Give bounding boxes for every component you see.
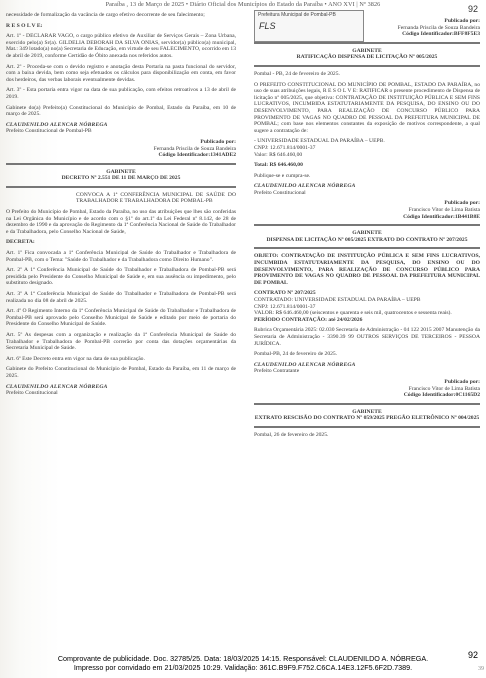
total-value: Total: R$ 646.460,00 — [254, 162, 303, 169]
signature-name: CLAUDENILDO ALENCAR NÓBREGA — [254, 183, 356, 190]
date-line: Pombal-PB, 24 de fevereiro de 2025. — [254, 351, 338, 358]
gabinete-date: Gabinete do Prefeito Constitucional do Município de Pombal, Estado da Paraíba, em 11 de março de 2025. — [6, 366, 236, 379]
ratification-title: RATIFICAÇÃO DISPENSA DE LICITAÇÃO Nº 005/2025 — [296, 54, 438, 61]
identifier-code: Código Identificador:1341ADE2 — [158, 152, 236, 159]
published-by-name: Fernanda Priscila de Souza Bandeira — [397, 24, 480, 31]
published-by-label: Publicado por: — [444, 200, 480, 207]
publish-note: Publique-se e cumpra-se. — [254, 172, 311, 179]
published-by-label: Publicado por: — [444, 18, 480, 24]
signature-role: Prefeito Constitucional de Pombal-PB — [6, 128, 92, 135]
publication-footer — [0, 650, 486, 678]
section-title: GABINETE — [352, 408, 382, 415]
decree-preamble: O Prefeito do Município de Pombal, Estado da Paraíba, no uso das atribuições que lhes são conferidas na Lei Orgânica do Município e de acordo com o §1º do art.1º da Lei Federal nº 8.142, de 28 de dezembro de 1990 e da aprovação do Regimento da 1ª Conferência Nacional de Saúde do Trabalhador e da Trabalhadora, pelo Conselho Nacional de Saúde, — [6, 209, 236, 235]
contract-period: PERÍODO CONTRATAÇÃO: até 24/02/2026 — [254, 316, 363, 323]
article-1: Art. 1º - DECLARAR VAGO, o cargo público efetivo de Auxiliar de Serviços Gerais – Zona Urbana, exercido pelo(a) Sr(a). GILDELIA DEBORAH DA SILVA ONIAS, servidor(a) público(a) municipal, Mat.: 349 lotado(a) no(a) Secretaria de Educação, em virtude de seu FALECIMENTO, ocorrido em 13 de abril de 2019, conforme Certidão de Óbito anexada nos referidos autos. — [6, 33, 236, 59]
paragraph: necessidade de formalização da vacância de cargo efetivo decorrente de seu falecimento; — [6, 12, 205, 18]
resolve-heading: R E S O L V E: — [6, 22, 43, 29]
section-divider — [254, 247, 480, 249]
decree-article-2: Art. 2º A 1ª Conferência Municipal de Saúde do Trabalhador e Trabalhadora de Pombal-PB será presidida pelo Presidente do Conselho Municipal de Saúde e, em sua ausência ou impedimento, pelo substituto designado. — [6, 267, 236, 287]
published-by-name: Francisco Vitor de Lima Batista — [408, 385, 480, 392]
rescission-title: EXTRATO RESCISÃO DO CONTRATO Nº 059/2025 PREGÃO ELETRÔNICO Nº 004/2025 — [254, 415, 480, 422]
entity-name: - UNIVERSIDADE ESTADUAL DA PARAÍBA – UEPB. — [254, 138, 385, 145]
decree-summary: CONVOCA A 1ª CONFERÊNCIA MUNICIPAL DE SAÚDE DO TRABALHADOR E TRABALHADORA DE POMBAL-PB — [76, 191, 236, 205]
identifier-code: Código Identificador:0C1165D2 — [403, 392, 480, 399]
contracted-cnpj: CNPJ: 12.671.814/0001-37 — [254, 303, 316, 310]
decree-article-5: Art. 5º As despesas com a organização e realização da 1ª Conferência Municipal de Saúde do Trabalhador e Trabalhadora de Pombal-PB correrão por conta das dotações orçamentárias da Secretaria Municipal de Saúde. — [6, 331, 236, 352]
decree-article-3: Art. 3º A 1ª Conferência Municipal de Saúde do Trabalhador e Trabalhadora de Pombal-PB será realizada no dia 08 de abril de 2025. — [6, 291, 236, 304]
signature-name: CLAUDENILDO ALENCAR NÓBREGA — [6, 121, 108, 128]
footer-line-1: Comprovante de publicidade. Doc. 32785/25. Data: 18/03/2025 14:15. Responsável: CLAUDENILDO A. NÓBREGA. — [57, 654, 429, 663]
identifier-code: Código Identificador:BFF8F5E3 — [402, 31, 480, 38]
right-column — [254, 12, 480, 443]
section-divider — [254, 403, 480, 405]
stamp-body: FLS — [259, 21, 276, 31]
date-line: Pombal, 26 de fevereiro de 2025. — [254, 431, 329, 438]
signature-name: CLAUDENILDO ALENCAR NÓBREGA — [6, 383, 108, 390]
decree-title: DECRETO Nº 2.551 DE 11 DE MARÇO DE 2025 — [61, 175, 181, 182]
contracted-party: CONTRATADO: UNIVERSIDADE ESTADUAL DA PARAÍBA – UEPB — [254, 297, 421, 303]
signature-role: Prefeito Contratante — [254, 368, 300, 375]
signature-role: Prefeito Constitucional — [254, 189, 306, 196]
entity-value: Valor: R$ 646.460,00 — [254, 151, 303, 158]
published-by-label: Publicado por: — [444, 378, 480, 385]
published-by-label: Publicado por: — [200, 138, 236, 145]
section-divider — [254, 42, 480, 44]
decree-article-1: Art. 1º Fica convocada a 1ª Conferência Municipal de Saúde do Trabalhador e Trabalhadora de Pombal-PB, com o Tema: "Saúde do Trabalhador e da Trabalhadora como Direito Humano". — [6, 250, 236, 263]
contract-number: CONTRATO Nº 207/2025 — [254, 290, 316, 297]
section-divider — [254, 224, 480, 226]
signature-name: CLAUDENILDO ALENCAR NÓBREGA — [254, 361, 356, 368]
footer-line-2: Impresso por convidado em 21/03/2025 10:29. Validação: 361C.B9F9.F752.C6CA.14E3.12F5.6F2D.7389. — [73, 663, 413, 672]
left-column — [6, 12, 236, 401]
journal-header: Paraíba , 13 de Março de 2025 • Diário Oficial dos Municípios do Estado da Paraíba • ANO XVI | Nº 3826 — [105, 1, 381, 8]
contract-object: OBJETO: CONTRATAÇÃO DE INSTITUIÇÃO PÚBLICA E SEM FINS LUCRATIVOS, INCUMBIDA ESTATUTARIAMENTE DA PESQUISA, DO ENSINO OU DO DESENVOLVIMENTO, PARA REALIZAÇÃO DE CONCURSO PÚBLICO PARA PROVIMENTO DE VAGAS NO QUADRO DE PESSOAL DA PREFEITURA MUNICIPAL DE POMBAL — [254, 253, 480, 286]
published-by-name: Francisco Vitor de Lima Batista — [408, 207, 480, 214]
section-title: GABINETE — [352, 230, 382, 237]
contract-value: VALOR: R$ 646.460,00 (seiscentos e quarenta e seis mil, quatrocentos e sessenta reais). — [254, 310, 452, 317]
faded-page-number: 39 — [478, 666, 484, 672]
section-title: GABINETE — [352, 47, 382, 54]
article-2: Art. 2º - Proceda-se com o devido registro e anotação desta Portaria na pasta funcional do servidor, com a baixa devida, bem como seja efetuados os cálculos para disponibilização em conta, em favor dos herdeiros, das verbas laborais eventualmente devidas. — [6, 63, 236, 83]
article-3: Art. 3º - Esta portaria entra vigor na data de sua publicação, com efeitos retroativos a 13 de abril de 2019. — [6, 87, 236, 100]
gabinete-date: Gabinete do(a) Prefeito(a) Constitucional do Município de Pombal, Estado da Paraíba, em 10 de março de 2025. — [6, 104, 236, 118]
decreta-heading: DECRETA: — [6, 239, 35, 246]
published-by-name: Fernanda Priscila de Souza Bandeira — [153, 145, 236, 152]
section-divider — [254, 426, 480, 428]
entity-cnpj: CNPJ: 12.671.814/0001-37 — [254, 144, 316, 151]
page-number-top: 92 — [467, 4, 478, 14]
page-number-bottom: 92 — [467, 650, 478, 660]
section-title: GABINETE — [106, 168, 136, 175]
ratification-body: O PREFEITO CONSTITUCIONAL DO MUNICÍPIO DE POMBAL, ESTADO DA PARAÍBA, no uso de suas atribuições legais, R E S O L V E: RATIFICAR o presente procedimento de Dispensa de licitação nº 005/2025, que objetiva: CONTRATAÇÃO DE INSTITUIÇÃO PÚBLICA E SEM FINS LUCRATIVOS, INCUMBIDA ESTATUTARIAMENTE DA PESQUISA, DO ENSINO OU DO DESENVOLVIMENTO, PARA REALIZAÇÃO DE CONCURSO PÚBLICO PARA PROVIMENTO DE VAGAS NO QUADRO DE PESSOAL DA PREFEITURA MUNICIPAL DE POMBAL; com base nos elementos constantes da exposição de motivos correspondente, a qual sugere a contratação de: — [254, 81, 480, 134]
date-line: Pombal - PB, 24 de fevereiro de 2025. — [254, 70, 340, 77]
signature-role: Prefeito Constitucional — [6, 390, 58, 397]
section-divider — [6, 163, 236, 165]
identifier-code: Código Identificador:1B441B8E — [403, 213, 480, 220]
decree-article-4: Art. 4º O Regimento Interno da 1ª Conferência Municipal de Saúde do Trabalhador e Trabalhadora de Pombal-PB será aprovado pelo Conselho Municipal de Saúde e editado por meio de portaria do Presidente do Conselho Municipal de Saúde. — [6, 308, 236, 328]
decree-article-6: Art. 6º Este Decreto entra em vigor na data de sua publicação. — [6, 355, 145, 362]
section-divider — [254, 65, 480, 67]
contract-extract-title: DISPENSA DE LICITAÇÃO Nº 005/2025 EXTRATO DO CONTRATO Nº 207/2025 — [266, 236, 468, 243]
budget-line: Rubrica Orçamentária 2025: 02.030 Secretaria de Administração - 04 122 2015 2007 Manutenção da Secretaria de Administração - 3390.39 99 OUTROS SERVIÇOS DE TERCEIROS - PESSOA JURÍDICA. — [254, 327, 480, 347]
section-divider — [6, 186, 236, 188]
stamp-title: Prefeitura Municipal de Pombal-PB — [258, 12, 336, 18]
